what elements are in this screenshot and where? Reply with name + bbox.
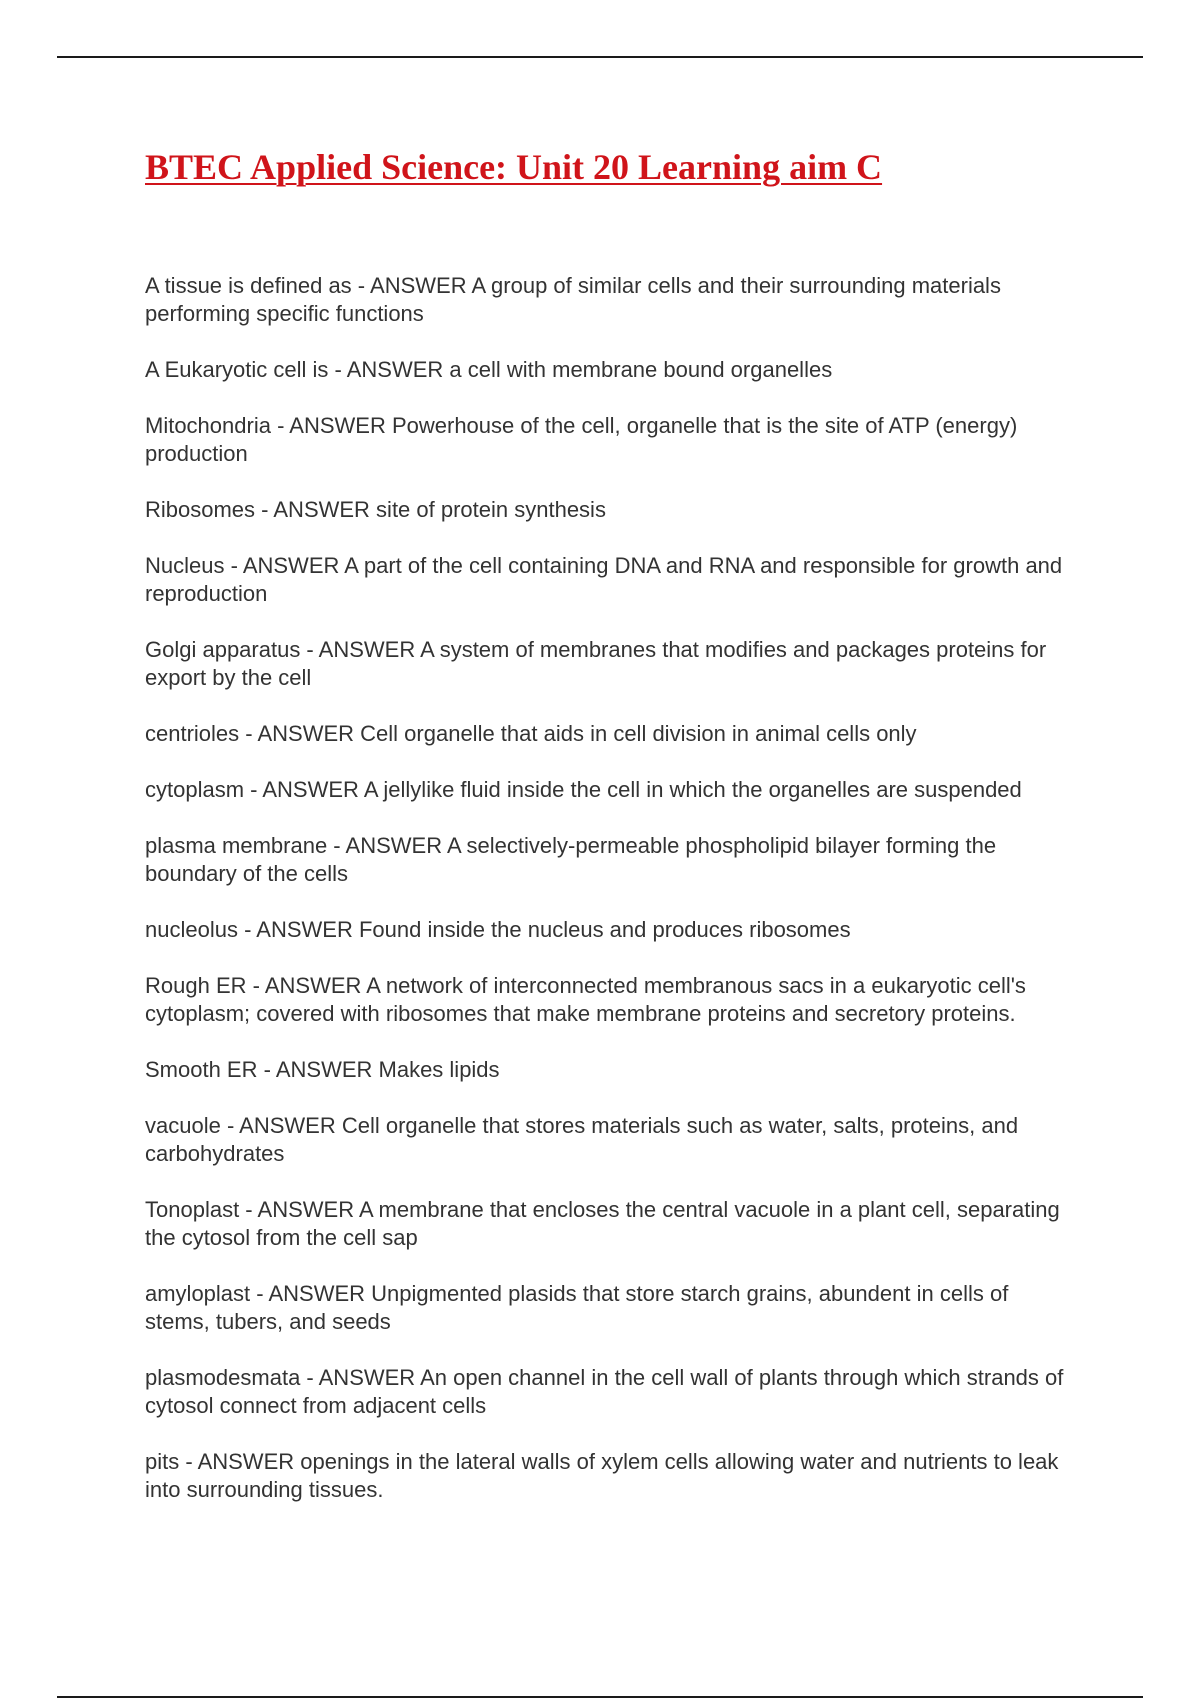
definition-entry: plasma membrane - ANSWER A selectively-permeable phospholipid bilayer forming the boundary of the cells (145, 833, 997, 886)
definition-entry: cytoplasm - ANSWER A jellylike fluid inside the cell in which the organelles are suspended (145, 777, 1022, 802)
header-rule (57, 56, 1143, 58)
definition-entry: A tissue is defined as - ANSWER A group of similar cells and their surrounding materials performing specific functions (145, 273, 1001, 326)
definition-entry: Tonoplast - ANSWER A membrane that encloses the central vacuole in a plant cell, separating the cytosol from the cell sap (145, 1197, 1060, 1250)
definition-entry: centrioles - ANSWER Cell organelle that aids in cell division in animal cells only (145, 721, 917, 746)
definition-entry: amyloplast - ANSWER Unpigmented plasids that store starch grains, abundent in cells of stems, tubers, and seeds (145, 1281, 1009, 1334)
definition-entry: plasmodesmata - ANSWER An open channel in the cell wall of plants through which strands of cytosol connect from adjacent cells (145, 1365, 1064, 1418)
definition-entry: Smooth ER - ANSWER Makes lipids (145, 1057, 500, 1082)
definition-entry: Golgi apparatus - ANSWER A system of membranes that modifies and packages proteins for export by the cell (145, 637, 1047, 690)
definition-entry: Ribosomes - ANSWER site of protein synthesis (145, 497, 606, 522)
definition-entry: Nucleus - ANSWER A part of the cell containing DNA and RNA and responsible for growth and reproduction (145, 553, 1063, 606)
document-title: BTEC Applied Science: Unit 20 Learning aim C (145, 147, 883, 187)
definition-entry: A Eukaryotic cell is - ANSWER a cell with membrane bound organelles (145, 357, 833, 382)
footer-rule (57, 1696, 1143, 1698)
definition-entry: vacuole - ANSWER Cell organelle that stores materials such as water, salts, proteins, and carbohydrates (145, 1113, 1019, 1166)
definition-entry: pits - ANSWER openings in the lateral walls of xylem cells allowing water and nutrients to leak into surrounding tissues. (145, 1449, 1059, 1502)
definition-entry: Rough ER - ANSWER A network of interconnected membranous sacs in a eukaryotic cell's cytoplasm; covered with ribosomes that make membrane proteins and secretory proteins. (145, 973, 1026, 1026)
definition-entry: Mitochondria - ANSWER Powerhouse of the cell, organelle that is the site of ATP (energy) production (145, 413, 1018, 466)
definition-entry: nucleolus - ANSWER Found inside the nucleus and produces ribosomes (145, 917, 851, 942)
definition-list (145, 272, 1065, 1532)
